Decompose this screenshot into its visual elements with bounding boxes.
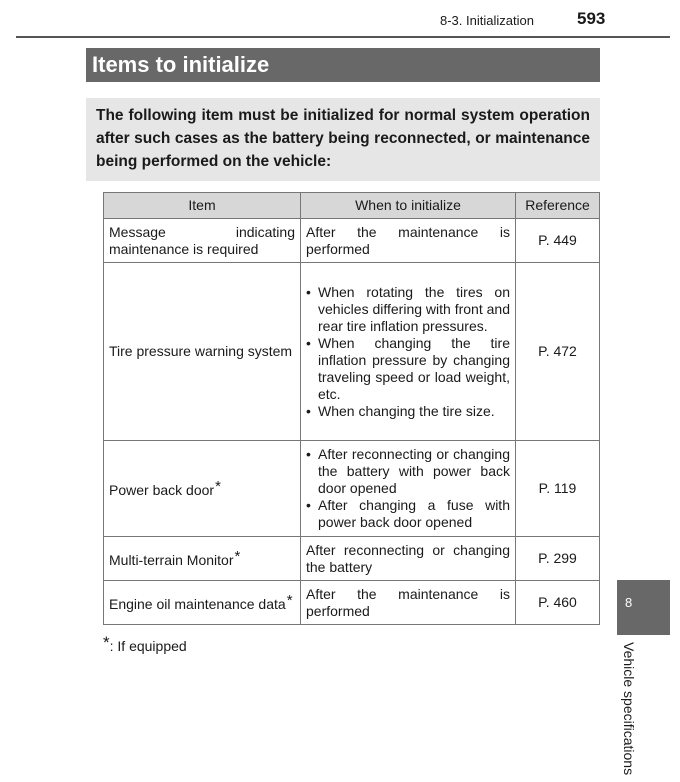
reference-cell: P. 299	[516, 537, 600, 581]
table-row	[104, 441, 600, 537]
item-cell	[104, 219, 301, 263]
when-list-item: • When changing the tire inflation pressure by changing traveling speed or load weight, etc.	[306, 335, 510, 403]
column-header-reference: Reference	[516, 193, 600, 219]
if-equipped-marker: *	[215, 478, 221, 495]
when-list-item: • When rotating the tires on vehicles differing with front and rear tire inflation pressures.	[306, 284, 510, 335]
item-name: Multi-terrain Monitor	[109, 552, 234, 568]
footnote-marker: *	[103, 633, 110, 652]
reference-cell: P. 472	[516, 263, 600, 441]
item-cell	[104, 537, 301, 581]
when-list-item: • After reconnecting or changing the battery with power back door opened	[306, 446, 510, 497]
item-cell	[104, 263, 301, 441]
item-name: Message indicating maintenance is required	[109, 223, 295, 257]
item-name: Tire pressure warning system	[109, 343, 293, 359]
if-equipped-marker: *	[286, 592, 293, 609]
when-list-item: • When changing the tire size.	[306, 403, 510, 420]
footnote	[103, 633, 187, 654]
item-name: Power back door	[109, 482, 215, 498]
table-row	[104, 537, 600, 581]
chapter-tab	[617, 580, 670, 635]
header-divider	[16, 36, 670, 38]
chapter-number: 8	[625, 595, 633, 610]
section-heading: 8-3. Initialization	[440, 13, 534, 28]
chapter-label: Vehicle specifications	[621, 642, 637, 776]
when-list-item: • After changing a fuse with power back door opened	[306, 497, 510, 531]
when-cell: After reconnecting or changing the battery	[301, 537, 516, 581]
initialization-table	[103, 192, 600, 625]
page-number: 593	[577, 9, 606, 28]
reference-cell: P. 449	[516, 219, 600, 263]
table-header-row	[104, 193, 600, 219]
table-row	[104, 219, 600, 263]
reference-cell: P. 460	[516, 581, 600, 625]
when-cell: After the maintenance is performed	[301, 581, 516, 625]
page-title: Items to initialize	[86, 48, 600, 82]
reference-cell: P. 119	[516, 441, 600, 537]
when-cell	[301, 263, 516, 441]
when-cell	[301, 441, 516, 537]
when-list	[306, 446, 510, 531]
item-name: Engine oil maintenance data	[109, 596, 286, 612]
table-row	[104, 581, 600, 625]
footnote-text: : If equipped	[109, 638, 187, 654]
column-header-when: When to initialize	[301, 193, 516, 219]
item-cell	[104, 581, 301, 625]
when-cell: After the maintenance is performed	[301, 219, 516, 263]
table-row	[104, 263, 600, 441]
intro-paragraph: The following item must be initialized for normal system operation after such cases as the battery being reconnected, or maintenance being performed on the vehicle:	[86, 98, 600, 181]
column-header-item: Item	[104, 193, 301, 219]
item-cell	[104, 441, 301, 537]
if-equipped-marker: *	[234, 548, 241, 565]
when-list	[306, 284, 510, 420]
